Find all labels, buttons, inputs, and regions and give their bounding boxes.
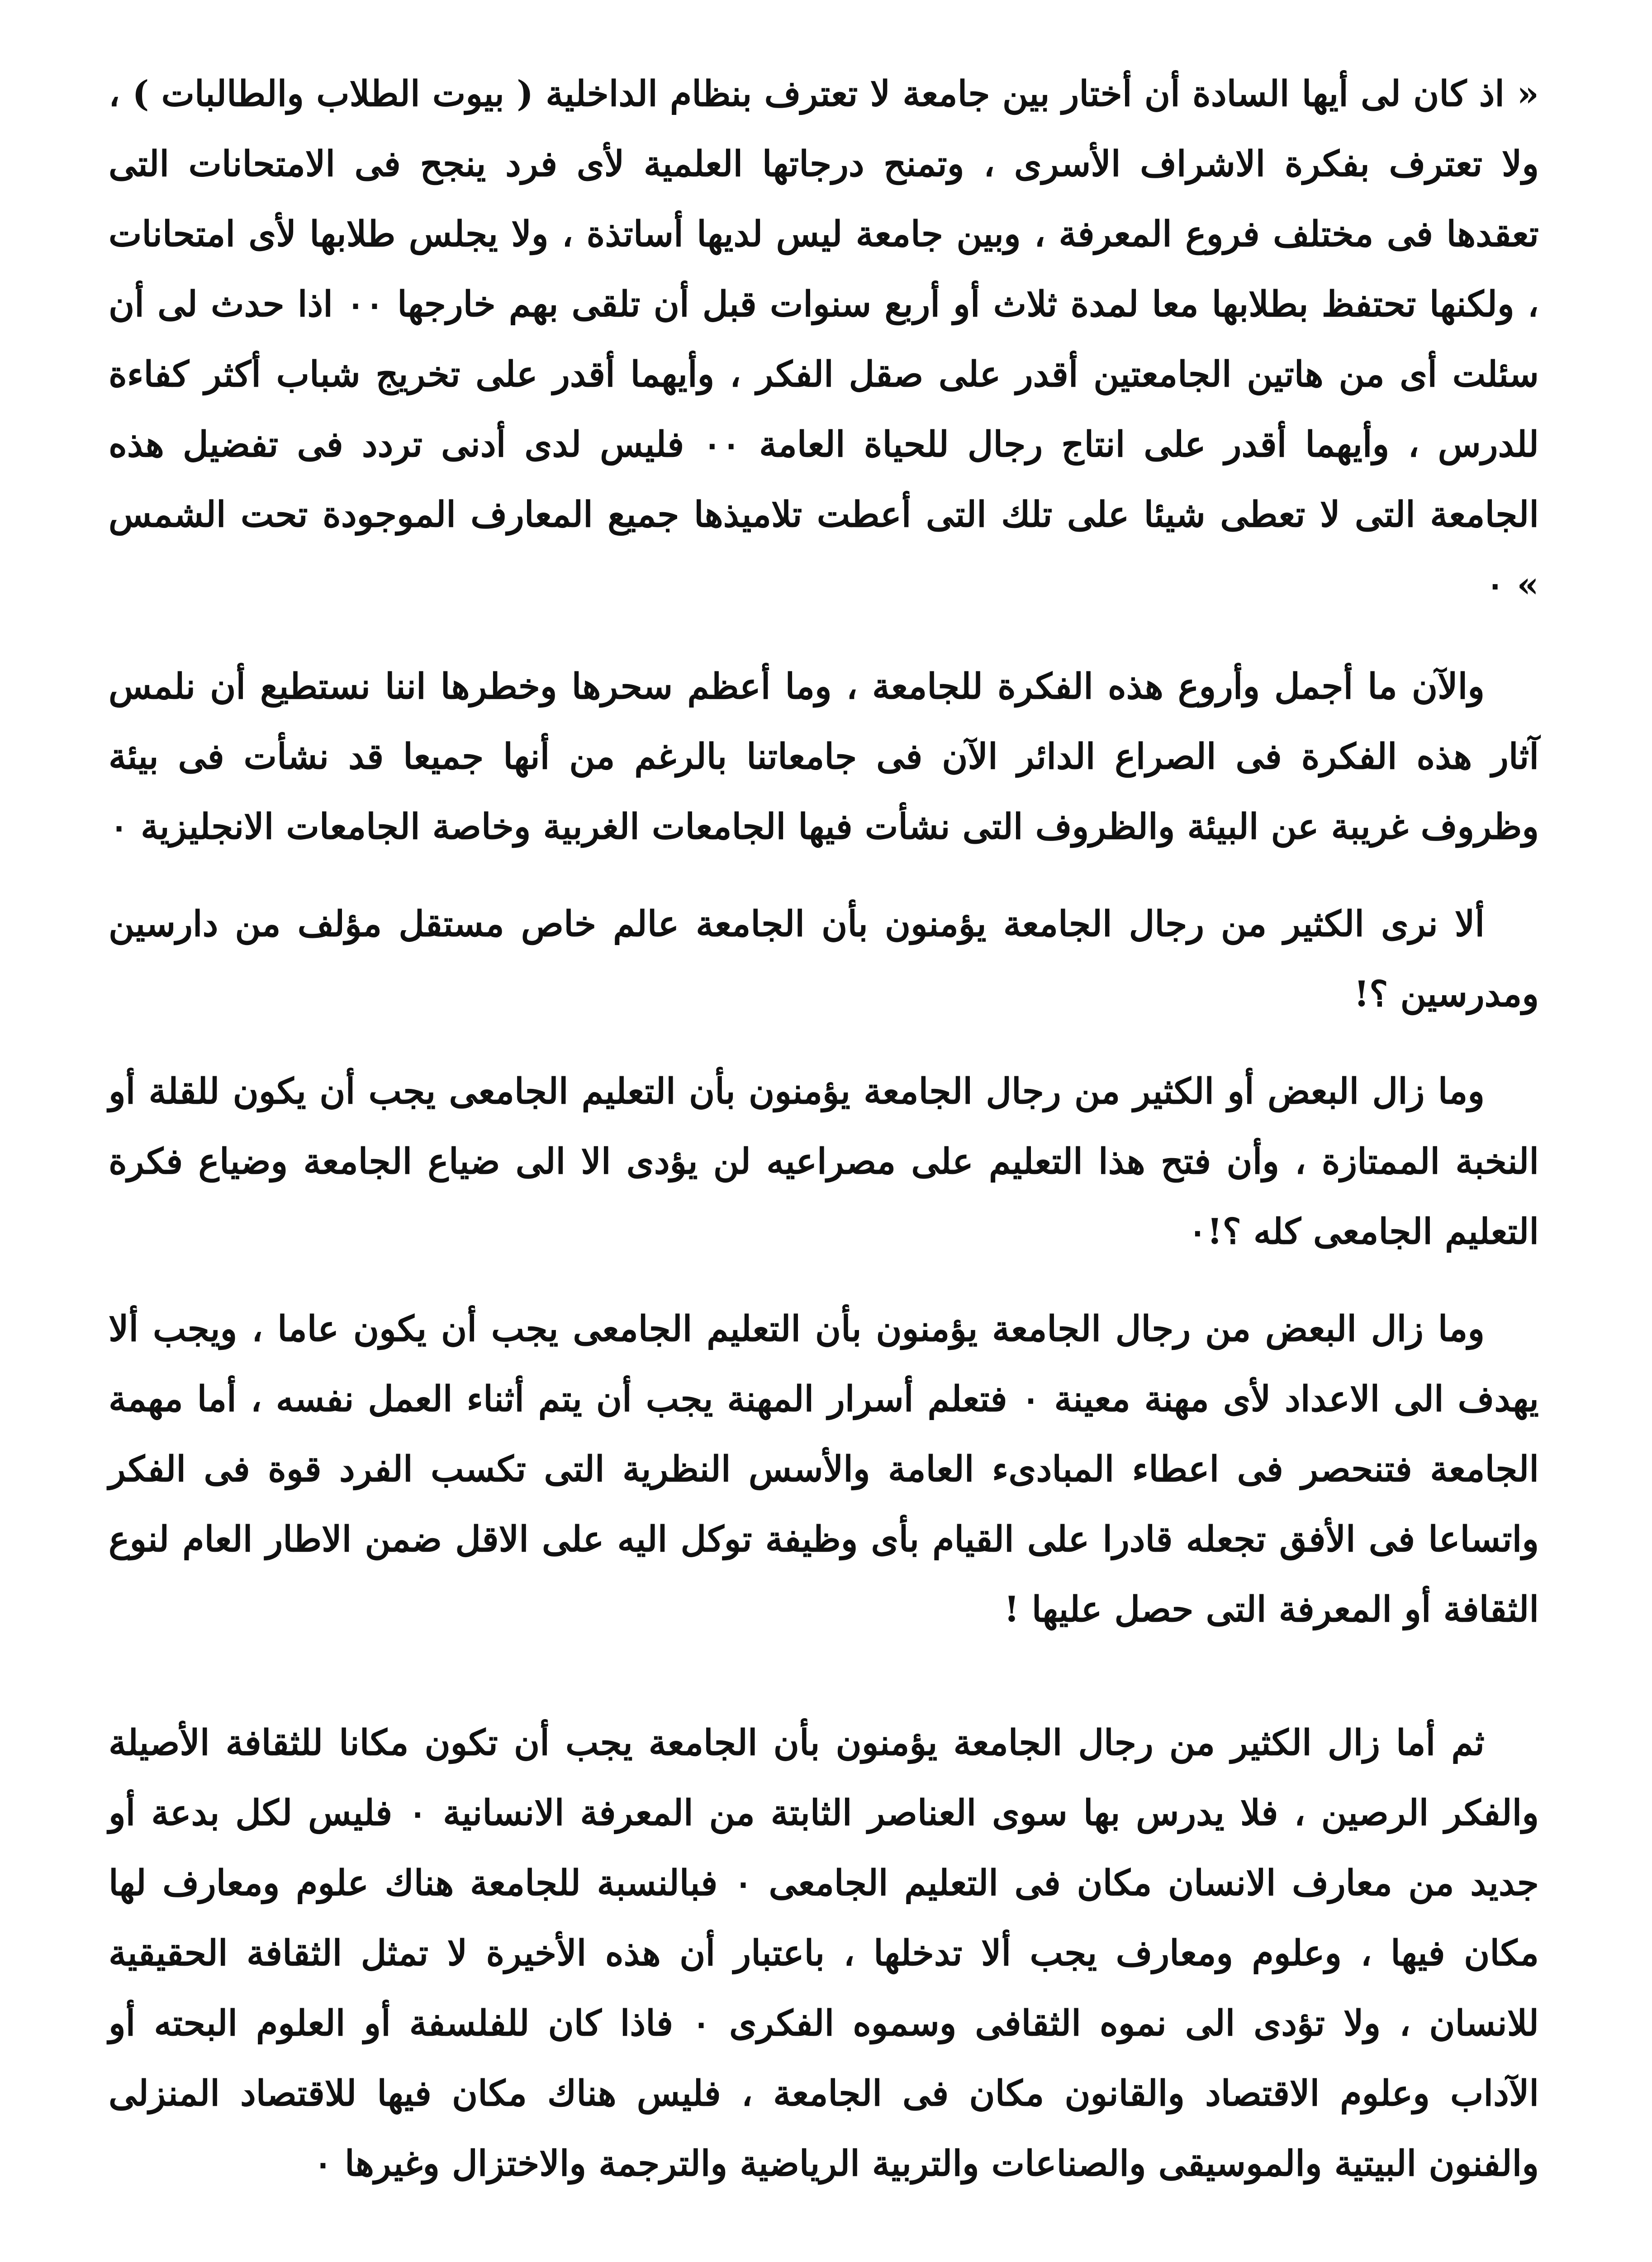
- paragraph-idea: والآن ما أجمل وأروع هذه الفكرة للجامعة ، وما أعظم سحرها وخطرها اننا نستطيع أن نلمس آثار هذه الفكرة فى الصراع الدائر الآن فى جامعاتنا بالرغم من أنها جميعا قد نشأت فى بيئة وظروف غريبة عن البيئة والظروف التى نشأت فيها الجامعات الغربية وخاصة الجامعات الانجليزية ٠: [109, 666, 1539, 847]
- paragraph-general-education: وما زال البعض من رجال الجامعة يؤمنون بأن التعليم الجامعى يجب أن يكون عاما ، ويجب ألا يهدف الى الاعداد لأى مهنة معينة ٠ فتعلم أسرار المهنة يجب أن يتم أثناء العمل نفسه ، أما مهمة الجامعة فتنحصر فى اعطاء المبادىء العامة والأسس النظرية التى تكسب الفرد قوة فى الفكر واتساعا فى الأفق تجعله قادرا على القيام بأى وظيفة توكل اليه على الاقل ضمن الاطار العام لنوع الثقافة أو المعرفة التى حصل عليها !: [109, 1308, 1539, 1630]
- paragraph-elite-education: وما زال البعض أو الكثير من رجال الجامعة يؤمنون بأن التعليم الجامعى يجب أن يكون للقلة أو النخبة الممتازة ، وأن فتح هذا التعليم على مصراعيه لن يؤدى الا الى ضياع الجامعة وضياع فكرة التعليم الجامعى كله ؟!٠: [109, 1071, 1539, 1252]
- document-page: [109, 59, 1539, 2262]
- paragraph-independent-world: ألا نرى الكثير من رجال الجامعة يؤمنون بأن الجامعة عالم خاص مستقل مؤلف من دارسين ومدرسين ؟!: [109, 903, 1539, 1015]
- paragraph-quote: « اذ كان لى أيها السادة أن أختار بين جامعة لا تعترف بنظام الداخلية ( بيوت الطلاب والطالبات ) ، ولا تعترف بفكرة الاشراف الأسرى ، وتمنح درجاتها العلمية لأى فرد ينجح فى الامتحانات التى تعقدها فى مختلف فروع المعرفة ، وبين جامعة ليس لديها أساتذة ، ولا يجلس طلابها لأى امتحانات ، ولكنها تحتفظ بطلابها معا لمدة ثلاث أو أربع سنوات قبل أن تلقى بهم خارجها ٠٠ اذا حدث لى أن سئلت أى من هاتين الجامعتين أقدر على صقل الفكر ، وأيهما أقدر على تخريج شباب أكثر كفاءة للدرس ، وأيهما أقدر على انتاج رجال للحياة العامة ٠٠ فليس لدى أدنى تردد فى تفضيل هذه الجامعة التى لا تعطى شيئا على تلك التى أعطت تلاميذها جميع المعارف الموجودة تحت الشمس » ٠: [109, 73, 1539, 605]
- paragraph-culture-place: ثم أما زال الكثير من رجال الجامعة يؤمنون بأن الجامعة يجب أن تكون مكانا للثقافة الأصيلة والفكر الرصين ، فلا يدرس بها سوى العناصر الثابتة من المعرفة الانسانية ٠ فليس لكل بدعة أو جديد من معارف الانسان مكان فى التعليم الجامعى ٠ فبالنسبة للجامعة هناك علوم ومعارف لها مكان فيها ، وعلوم ومعارف يجب ألا تدخلها ، باعتبار أن هذه الأخيرة لا تمثل الثقافة الحقيقية للانسان ، ولا تؤدى الى نموه الثقافى وسموه الفكرى ٠ فاذا كان للفلسفة أو العلوم البحته أو الآداب وعلوم الاقتصاد والقانون مكان فى الجامعة ، فليس هناك مكان فيها للاقتصاد المنزلى والفنون البيتية والموسيقى والصناعات والتربية الرياضية والترجمة والاختزال وغيرها ٠: [109, 1722, 1539, 2184]
